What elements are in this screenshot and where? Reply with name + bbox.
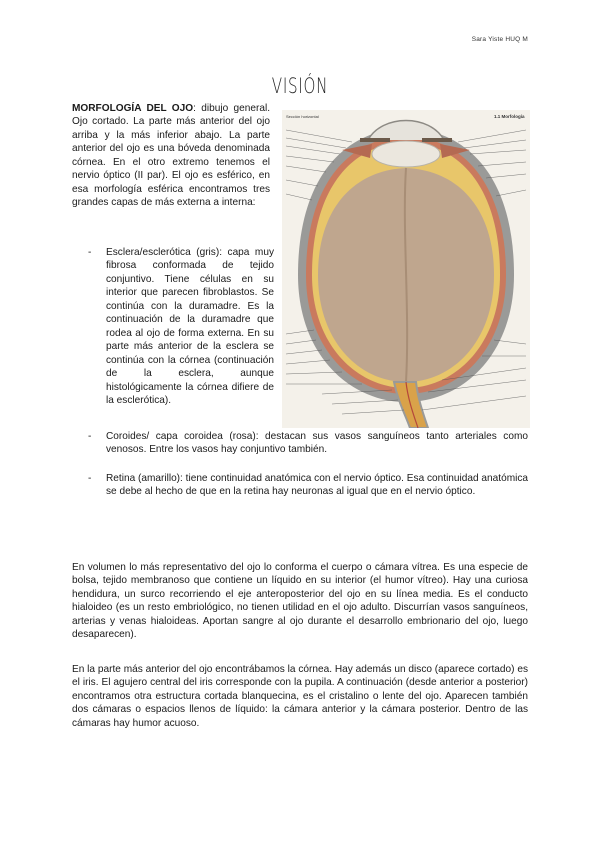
list-item (88, 430, 528, 457)
intro-paragraph (72, 102, 270, 210)
author-header: Sara Yiste HUQ M (471, 36, 528, 43)
list-item (88, 472, 528, 499)
layer-retina-text: Retina (amarillo): tiene continuidad anatómica con el nervio óptico. Esa continuidad anatómica se debe al hecho de que en la retina hay neuronas al igual que en el nervio óptico. (106, 472, 528, 498)
layer-list-bottom (88, 430, 528, 499)
figure-plate-label: 1.1 Morfología (494, 114, 525, 119)
lens-shape (372, 141, 440, 167)
intro-text: dibujo general. Ojo cortado. La parte más anterior del ojo arriba y la más inferior abajo. La parte anterior del ojo es una bóveda denominada córnea. En el otro extremo tenemos el nervio óptico (II par). El ojo es esférico, en esa morfología esférica encontramos tres grandes capas de más externa a interna: (72, 103, 270, 209)
layer-sclera-text: Esclera/esclerótica (gris): capa muy fibrosa conformada de tejido conjuntivo. Tiene células en su interior que parecen fibroblastos. Se continúa con la duramadre. Es la continuación de la duramadre que rodea al ojo de forma externa. En su parte más anterior de la esclera se continúa con la córnea (continuación de la esclera, aunque histológicamente la córnea difiere de la esclerótica). (106, 247, 274, 406)
list-item (88, 246, 274, 407)
intro-colon: : (193, 103, 196, 114)
iris-right (422, 138, 452, 142)
paragraph-vitreous: En volumen lo más representativo del ojo lo conforma el cuerpo o cámara vítrea. Es una especie de bolsa, tejido membranoso que contiene un líquido en su interior (el humor vítreo). Hay una curiosa hendidura, un surco recorriendo el eje anteroposterior del ojo en su línea media. Es el conducto hialoideo (es un resto embriológico, no tienen utilidad en el ojo adulto. Discurrían vasos sanguíneos, arterias y venas hialoideas. Aportan sangre al ojo durante el desarrollo embrionario del ojo, luego desaparecen). (72, 562, 528, 641)
page-title: VISIÓN (271, 74, 329, 98)
figure-section-label: Sección horizontal (286, 114, 319, 119)
eye-anatomy-figure (282, 110, 530, 428)
intro-heading: MORFOLOGÍA DEL OJO (72, 103, 194, 114)
list-dash: - (88, 431, 92, 442)
layer-choroid-text: Coroides/ capa coroidea (rosa): destacan sus vasos sanguíneos tanto arteriales como venosos. Entre los vasos hay conjuntivo también. (106, 431, 528, 456)
iris-left (360, 138, 390, 142)
paragraph-anterior: En la parte más anterior del ojo encontrábamos la córnea. Hay además un disco (aparece cortado) es el iris. El agujero central del iris corresponde con la pupila. A continuación (desde anterior a posterior) encontramos otra estructura cortada blanquecina, es el cristalino o lente del ojo. Aparecen también dos cámaras o espacios llenos de líquido: la cámara anterior y la cámara posterior. Dentro de las cámaras hay humor acuoso. (72, 664, 528, 729)
list-dash: - (88, 247, 92, 258)
layer-list-top (88, 246, 274, 407)
list-dash: - (88, 472, 92, 484)
